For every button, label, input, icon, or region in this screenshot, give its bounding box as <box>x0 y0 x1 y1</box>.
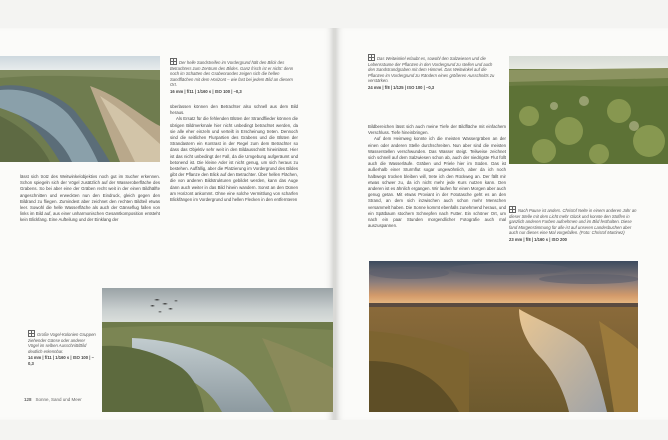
caption-text: Der helle Sandstreifen im Vordergrund hält den Blick des Betrachters zum Zentrum des Bildes. Ganz frisch ist er nicht: denn noch im Schatten des Grabenrandes zeigen sich die hellen Sandflächen mit dem Horizont – wie fast bei jedem Bild an diesem Ort. <box>170 60 294 88</box>
caption-top-left <box>170 58 298 95</box>
paragraph: überlassen können den Betrachter also schnell aus dem Bild heraus. <box>170 104 298 116</box>
caption-exif: 24 mm | f/8 | 1/125 | ISO 100 | –0,3 <box>368 84 435 90</box>
caption-text: Nach Pause ist anders. Christof Nelte in einem anderen Jahr an dieser Stelle mit dem Licht mehr Glück und konnte den Stoffen in ganzlich anderen Farben aufnehmen und im Bild festhalten. Diese fand Morgenstimmung für alle ist auf unseren Landesbuchen aber auch nur dieses eine Mal vorgefallen. (Foto: Christof Martinez) <box>509 208 637 236</box>
caption-text: Das Weitwinkel erlaubt es, sowohl den Salzwiesen und die Lebensräume der Pflanzen in den Vordergrund zu stellen und auch den Sandstrandgraben mit dem Himmel. Das Weitwinkel auf die Pflanzen im Vordergrund zu Rändern eines größeren Ausschnitts zu verstärken. <box>368 56 495 84</box>
chapter-title: Sonne, Sand und Meer <box>35 397 82 402</box>
caption-text: Große Vogel-Kolonien Gruppen ziehender Gänse oder anderer Vögel im selben Ausschnitt/Bild deutlich erkennbar. <box>28 332 96 354</box>
page-footer-left <box>24 397 82 402</box>
caption-bottom-left <box>28 330 96 367</box>
caption-exif: 16 mm | f/11 | 1/160 s | ISO 100 | –0,3 <box>170 88 242 94</box>
paragraph: Als Ersatz für die fehlenden Blüten der Strandflieder können die übrigen Bildmerkmale hier nicht unbedingt betrachtet werden, da sie alle eher einzeln und verteilt in Erscheinung treten. Dennoch sind die seitlichen Flurpartien des Grabens und die Blüten der Strandastern ein Kontrast in der Regel zum dem Betrachter so dass das Objektiv sehr weit in den Bildausschnitt hineinlässt. Hier ist das nicht unbedingt der Fall, da die Umgebung aufgeräumt und betonend ist. Die kleine Ader ist nicht genug, um sich heraus zu bestehen. Auffällig, aber die Platzierung im Vordergrund des Bildes gibt der Pflanze den Blick auf den Betrachter. Über hellen Flächen, die von anderen Bildstrukturen gebildet werden, kann das Auge dann auch weiter in das Bild hinein wandern. Sonst an den Dünen am Horizont ankommt. Ohne eine solche Vermittlung von scharfen Blickfängen im Vordergrund und hellen Flecken in den entfernteren <box>170 116 298 203</box>
caption-exif: 23 mm | f/8 | 1/160 s | ISO 200 <box>509 236 567 242</box>
photo-sunrise-marsh-creek <box>369 261 638 412</box>
caption-bottom-right <box>509 206 637 243</box>
photo-geese-over-marsh <box>102 288 333 412</box>
camera-settings-icon <box>368 54 375 61</box>
page-number: 128 <box>24 397 32 402</box>
body-text-right-column <box>170 104 298 203</box>
caption-top-right <box>368 54 498 91</box>
paragraph: Auf dem Heimweg konnte ich die meisten Wassergräben an der einen oder anderen Stelle durchschreiten. Nun aber sind die meisten Wasserstellen verschwunden. Das Wasser steigt. Teilweise zeichnet sich schnell auf dem Salzwiesen schon ab, auch der niedrigste Flut füllt auch die Wasserläufe. Gräben und Priele hier im Süden. Das ist außerhalb einer Sturmflut sogar ungewöhnlich, aber da ich noch halbwegs trocken bleiben will, trete ich den Rückweg an. Der fällt mir etwas schwer zu, da ich nicht mehr jede Kurs nutzen kann. Den anderen ist es ähnlich ergangen. Wir laufen für einen Morgen aber auch genug getan. Mit etwas Proviant in der Fototasche geht es an den Strand, an dem sich inzwischen auch schon mehr Menschen versammelt haben. Die Sonne kommt ebenfalls zunehmend heraus, und ein Spätbaum stochern Schnepfen nach Futter. Ein schöner Ort, um nach ein paar Stunden morgendlicher Fotografie auch mal auszuspannen. <box>368 136 506 229</box>
paragraph: lässt sich trotz des Weitwinkelobjektivs noch gut im Sucher erkennen. Schon spiegeln sich der Vögel zusätzlich auf der Wasseroberfläche des Grabens. So bei aber eine der Gräben recht weit in der einen Bildhälfte angeschnitten und erweckten nun den Eindruck, gleich gegen den Bildrand zu fliegen. Zumindest aber zeichnet den rechten Bildteil etwas leer. Sowohl die helle Wasserfläche als auch der Gänseflug fallen von links im Bild auf, aus einer unharmonischen Gesamtkomposition entsteht kein Blickfang. Eine Aufteilung und der Einklang der <box>20 174 160 223</box>
body-text-left-column <box>20 174 160 224</box>
camera-settings-icon <box>170 58 177 65</box>
photo-salt-meadow-top-right <box>509 56 668 164</box>
camera-settings-icon <box>28 330 35 337</box>
paragraph: Bildbereichen lässt sich auch meine Tiefe der Bildfläche mit einfachem Verschluss. Tiefe hineinbringen. <box>368 124 506 136</box>
body-text-right-page <box>368 124 506 229</box>
photo-marsh-creek-top-left <box>0 56 160 162</box>
camera-settings-icon <box>509 206 516 213</box>
caption-exif: 14 mm | f/11 | 1/160 s | ISO 100 | –0,3 <box>28 355 94 366</box>
